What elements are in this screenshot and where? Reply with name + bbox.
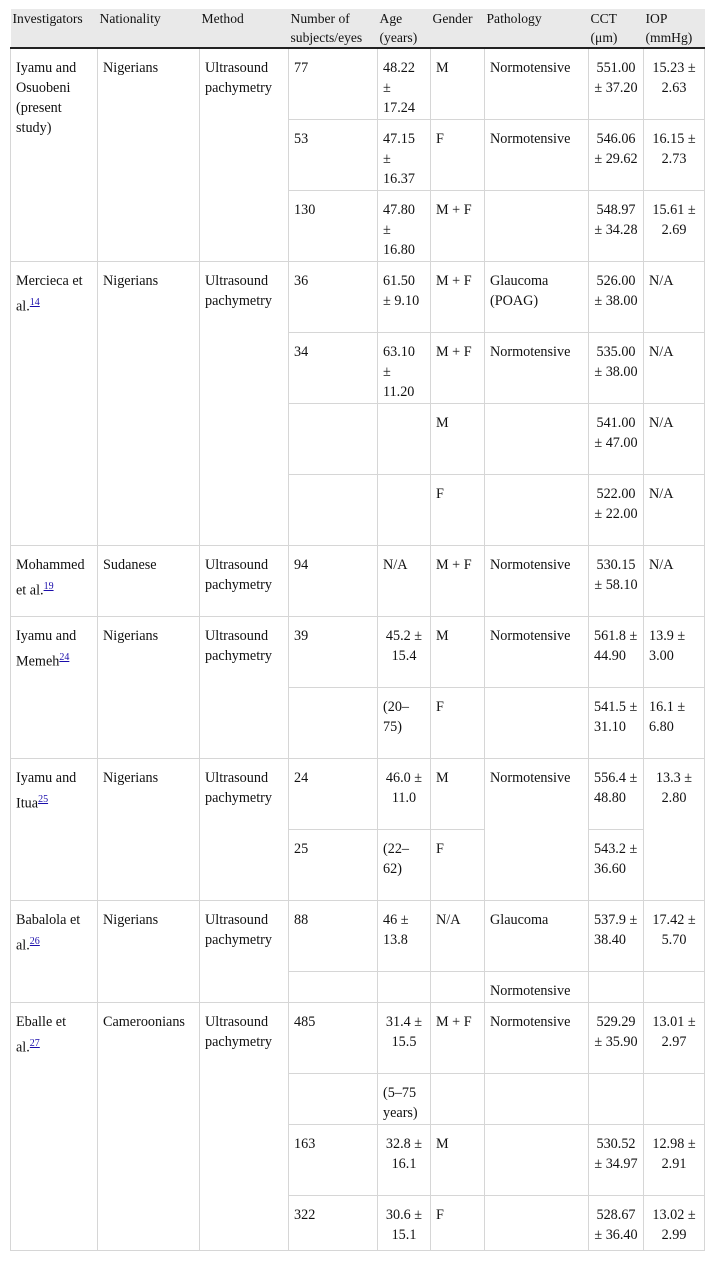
number-cell: 88 <box>289 900 378 971</box>
investigator-cell: Eballe et al.$^{27}$ <box>11 1002 98 1250</box>
iop-cell: 17.42 ± 5.70 <box>644 900 705 971</box>
cct-cell: 541.5 ± 31.10 <box>589 687 644 758</box>
number-cell: 77 <box>289 48 378 119</box>
cct-cell: 548.97 ± 34.28 <box>589 190 644 261</box>
cct-cell: 526.00 ± 38.00 <box>589 261 644 332</box>
gender-cell: F <box>431 474 485 545</box>
cct-cell: 522.00 ± 22.00 <box>589 474 644 545</box>
iop-cell: 13.3 ± 2.80 <box>644 758 705 900</box>
reference-link[interactable]: 24 <box>59 651 70 663</box>
iop-cell <box>644 1073 705 1124</box>
cct-cell: 530.15 ± 58.10 <box>589 545 644 616</box>
gender-cell <box>431 1073 485 1124</box>
number-cell: 322 <box>289 1195 378 1250</box>
iop-cell: N/A <box>644 403 705 474</box>
table-row <box>11 261 705 332</box>
number-cell: 24 <box>289 758 378 829</box>
iop-cell: 12.98 ± 2.91 <box>644 1124 705 1195</box>
age-cell: 30.6 ± 15.1 <box>378 1195 431 1250</box>
age-cell: 48.22 ± 17.24 <box>378 48 431 119</box>
reference-link[interactable]: 25 <box>38 793 49 805</box>
iop-cell: 15.23 ± 2.63 <box>644 48 705 119</box>
method-cell: Ultrasound pachymetry <box>200 48 289 261</box>
pathology-cell <box>485 190 589 261</box>
table-row <box>11 900 705 971</box>
gender-cell: N/A <box>431 900 485 971</box>
investigator-cell: Babalola et al.$^{26}$ <box>11 900 98 1002</box>
method-cell: Ultrasound pachymetry <box>200 616 289 758</box>
cct-cell <box>589 1073 644 1124</box>
number-cell: 36 <box>289 261 378 332</box>
cct-cell: 561.8 ± 44.90 <box>589 616 644 687</box>
pathology-cell: Normotensive <box>485 332 589 403</box>
iop-cell: N/A <box>644 261 705 332</box>
pathology-cell <box>485 474 589 545</box>
gender-cell: M <box>431 616 485 687</box>
number-cell <box>289 403 378 474</box>
table-row <box>11 1002 705 1073</box>
number-cell: 34 <box>289 332 378 403</box>
method-cell: Ultrasound pachymetry <box>200 261 289 545</box>
cct-cell: 528.67 ± 36.40 <box>589 1195 644 1250</box>
header-age: Age (years) <box>378 9 431 48</box>
age-cell <box>378 971 431 1002</box>
gender-cell: M + F <box>431 190 485 261</box>
age-cell: 46 ± 13.8 <box>378 900 431 971</box>
gender-cell: M + F <box>431 545 485 616</box>
pathology-cell <box>485 687 589 758</box>
method-cell: Ultrasound pachymetry <box>200 758 289 900</box>
cct-cell: 537.9 ± 38.40 <box>589 900 644 971</box>
header-number: Number of subjects/eyes <box>289 9 378 48</box>
gender-cell: M <box>431 48 485 119</box>
nationality-cell: Nigerians <box>98 261 200 545</box>
header-cct: CCT (μm) <box>589 9 644 48</box>
pathology-cell: Normotensive <box>485 119 589 190</box>
header-gender: Gender <box>431 9 485 48</box>
gender-cell: F <box>431 119 485 190</box>
pathology-cell: Normotensive <box>485 758 589 900</box>
iop-cell: 16.15 ± 2.73 <box>644 119 705 190</box>
pathology-cell: Normotensive <box>485 545 589 616</box>
investigator-cell: Mohammed et al.$^{19}$ <box>11 545 98 616</box>
reference-link[interactable]: 19 <box>43 580 54 592</box>
reference-link[interactable]: 26 <box>29 935 40 947</box>
age-cell: 31.4 ± 15.5 <box>378 1002 431 1073</box>
age-cell: N/A <box>378 545 431 616</box>
investigator-cell: Mercieca et al.$^{14}$ <box>11 261 98 545</box>
age-cell: 47.80 ± 16.80 <box>378 190 431 261</box>
pathology-cell: Normotensive <box>485 971 589 1002</box>
header-row <box>11 9 705 48</box>
iop-cell: 16.1 ± 6.80 <box>644 687 705 758</box>
pathology-cell: Normotensive <box>485 1002 589 1073</box>
gender-cell: M + F <box>431 332 485 403</box>
method-cell: Ultrasound pachymetry <box>200 900 289 1002</box>
pathology-cell: Normotensive <box>485 616 589 687</box>
number-cell: 53 <box>289 119 378 190</box>
investigator-cell: Iyamu and Itua$^{25}$ <box>11 758 98 900</box>
age-cell: 45.2 ± 15.4 <box>378 616 431 687</box>
cct-cell: 535.00 ± 38.00 <box>589 332 644 403</box>
number-cell: 94 <box>289 545 378 616</box>
method-cell: Ultrasound pachymetry <box>200 1002 289 1250</box>
header-pathology: Pathology <box>485 9 589 48</box>
age-cell: (22–62) <box>378 829 431 900</box>
pathology-cell: Glaucoma <box>485 900 589 971</box>
number-cell: 130 <box>289 190 378 261</box>
investigator-cell: Iyamu and Osuobeni (present study) <box>11 48 98 261</box>
nationality-cell: Nigerians <box>98 900 200 1002</box>
number-cell: 485 <box>289 1002 378 1073</box>
iop-cell: 15.61 ± 2.69 <box>644 190 705 261</box>
age-cell: 63.10 ± 11.20 <box>378 332 431 403</box>
gender-cell: F <box>431 829 485 900</box>
reference-link[interactable]: 27 <box>29 1037 40 1049</box>
gender-cell: M <box>431 403 485 474</box>
iop-cell: 13.02 ± 2.99 <box>644 1195 705 1250</box>
pathology-cell <box>485 403 589 474</box>
investigator-cell: Iyamu and Memeh$^{24}$ <box>11 616 98 758</box>
cct-cell: 543.2 ± 36.60 <box>589 829 644 900</box>
number-cell <box>289 474 378 545</box>
age-cell: (20–75) <box>378 687 431 758</box>
iop-cell: N/A <box>644 474 705 545</box>
number-cell <box>289 687 378 758</box>
nationality-cell: Nigerians <box>98 48 200 261</box>
age-cell: 61.50 ± 9.10 <box>378 261 431 332</box>
iop-cell: 13.9 ± 3.00 <box>644 616 705 687</box>
table-row <box>11 48 705 119</box>
age-cell <box>378 403 431 474</box>
cct-cell: 541.00 ± 47.00 <box>589 403 644 474</box>
age-cell: 46.0 ± 11.0 <box>378 758 431 829</box>
age-cell: (5–75 years) <box>378 1073 431 1124</box>
nationality-cell: Cameroonians <box>98 1002 200 1250</box>
number-cell: 25 <box>289 829 378 900</box>
cct-cell: 556.4 ± 48.80 <box>589 758 644 829</box>
gender-cell: M <box>431 758 485 829</box>
number-cell <box>289 971 378 1002</box>
pathology-cell <box>485 1073 589 1124</box>
header-iop: IOP (mmHg) <box>644 9 705 48</box>
header-nationality: Nationality <box>98 9 200 48</box>
number-cell: 163 <box>289 1124 378 1195</box>
reference-link[interactable]: 14 <box>29 296 40 308</box>
gender-cell: M + F <box>431 261 485 332</box>
number-cell <box>289 1073 378 1124</box>
table-row <box>11 545 705 616</box>
gender-cell: M <box>431 1124 485 1195</box>
iop-cell: 13.01 ± 2.97 <box>644 1002 705 1073</box>
age-cell: 47.15 ± 16.37 <box>378 119 431 190</box>
pathology-cell: Glaucoma (POAG) <box>485 261 589 332</box>
age-cell <box>378 474 431 545</box>
header-investigators: Investigators <box>11 9 98 48</box>
table-row <box>11 616 705 687</box>
nationality-cell: Nigerians <box>98 616 200 758</box>
pathology-cell <box>485 1195 589 1250</box>
cct-cell: 529.29 ± 35.90 <box>589 1002 644 1073</box>
nationality-cell: Sudanese <box>98 545 200 616</box>
number-cell: 39 <box>289 616 378 687</box>
method-cell: Ultrasound pachymetry <box>200 545 289 616</box>
cct-cell: 551.00 ± 37.20 <box>589 48 644 119</box>
table-row <box>11 758 705 829</box>
cct-cell: 546.06 ± 29.62 <box>589 119 644 190</box>
iop-cell: N/A <box>644 332 705 403</box>
gender-cell: M + F <box>431 1002 485 1073</box>
iop-cell: N/A <box>644 545 705 616</box>
pathology-cell <box>485 1124 589 1195</box>
pathology-cell: Normotensive <box>485 48 589 119</box>
cct-cell <box>589 971 644 1002</box>
gender-cell <box>431 971 485 1002</box>
gender-cell: F <box>431 687 485 758</box>
nationality-cell: Nigerians <box>98 758 200 900</box>
cct-cell: 530.52 ± 34.97 <box>589 1124 644 1195</box>
data-table <box>10 9 705 1251</box>
age-cell: 32.8 ± 16.1 <box>378 1124 431 1195</box>
header-method: Method <box>200 9 289 48</box>
iop-cell <box>644 971 705 1002</box>
gender-cell: F <box>431 1195 485 1250</box>
